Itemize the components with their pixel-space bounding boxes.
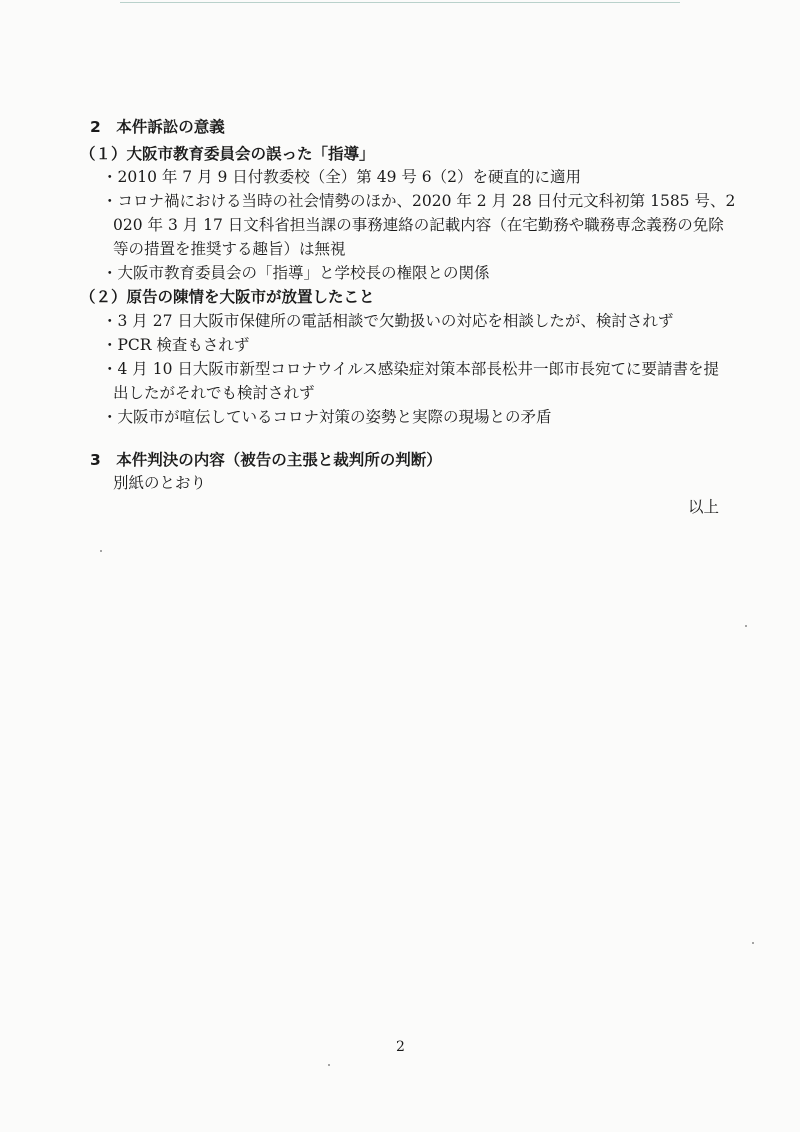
subsection-2-heading: （２）原告の陳情を大阪市が放置したこと — [80, 288, 375, 306]
list-item: ・大阪市が喧伝しているコロナ対策の姿勢と実際の現場との矛盾 — [102, 408, 552, 426]
section-3-heading: 3 本件判決の内容（被告の主張と裁判所の判断） — [90, 451, 442, 469]
list-item: ・3 月 27 日大阪市保健所の電話相談で欠勤扱いの対応を相談したが、検討されず — [102, 312, 674, 330]
section-3-body: 別紙のとおり — [113, 474, 207, 492]
list-item-continuation: 等の措置を推奨する趣旨）は無視 — [113, 240, 346, 258]
list-item-continuation: 出したがそれでも検討されず — [113, 384, 315, 402]
scan-speck — [745, 625, 747, 627]
list-item: ・PCR 検査もされず — [102, 336, 250, 354]
scan-speck — [100, 550, 102, 552]
list-item-continuation: 020 年 3 月 17 日文科省担当課の事務連絡の記載内容（在宅勤務や職務専念義務の免除 — [113, 216, 724, 234]
scan-speck — [328, 1064, 330, 1066]
list-item: ・2010 年 7 月 9 日付教委校（全）第 49 号 6（2）を硬直的に適用 — [102, 168, 582, 186]
section-2-heading: 2 本件訴訟の意義 — [90, 118, 225, 136]
closing-mark: 以上 — [688, 498, 720, 516]
list-item: ・大阪市教育委員会の「指導」と学校長の権限との関係 — [102, 264, 490, 282]
list-item: ・4 月 10 日大阪市新型コロナウイルス感染症対策本部長松井一郎市長宛てに要請書を提 — [102, 360, 719, 378]
page-number: 2 — [396, 1039, 405, 1055]
scan-speck — [752, 942, 754, 944]
list-item: ・コロナ禍における当時の社会情勢のほか、2020 年 2 月 28 日付元文科初第 1585 号、2 — [102, 192, 736, 210]
subsection-1-heading: （１）大阪市教育委員会の誤った「指導」 — [80, 145, 375, 163]
